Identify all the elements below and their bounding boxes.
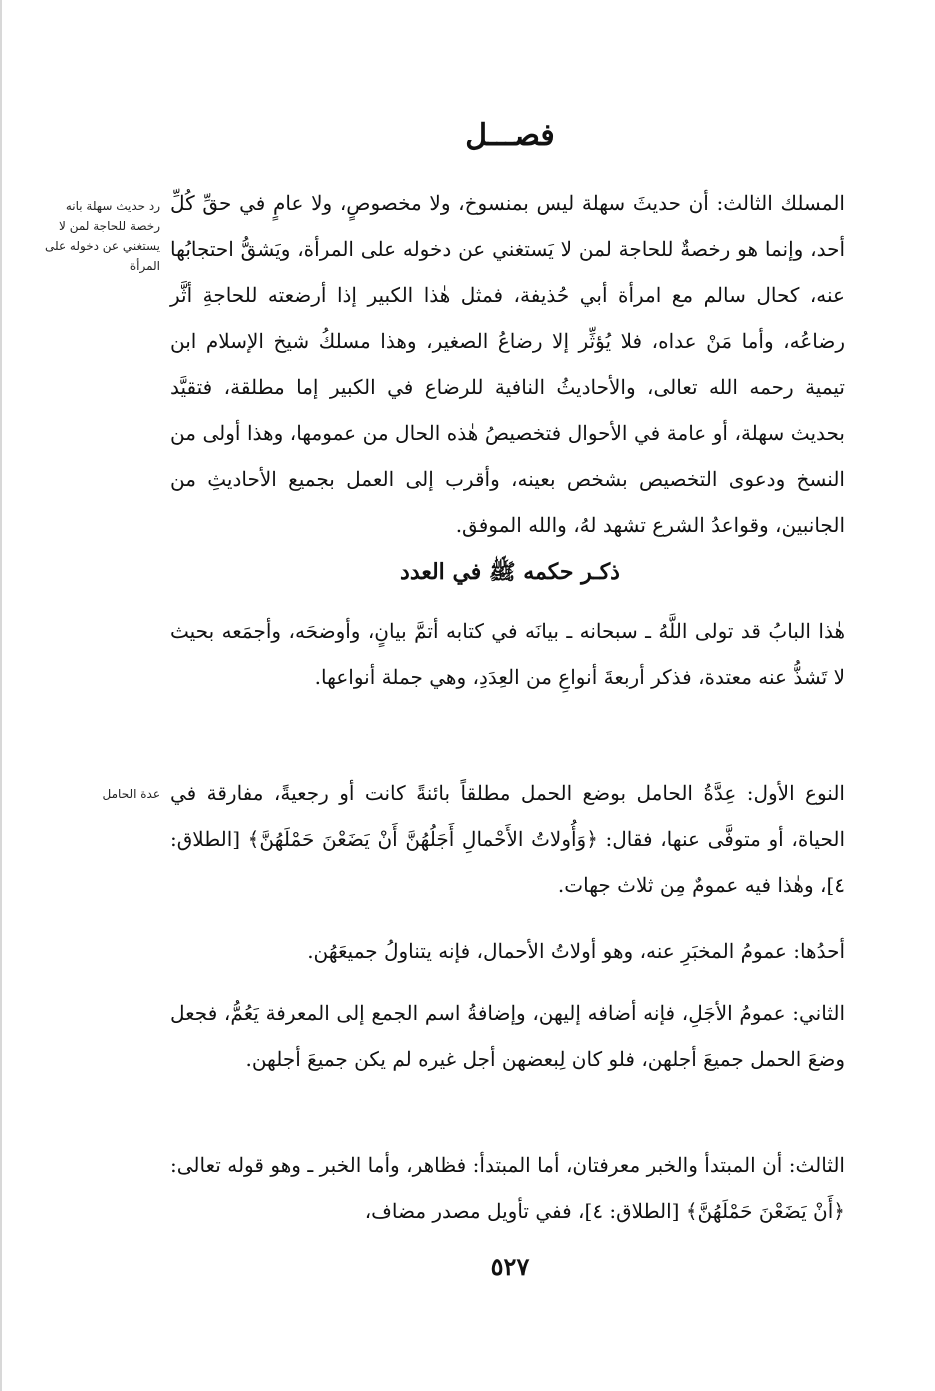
page-edge [0, 0, 2, 1391]
margin-note: عدة الحامل [102, 787, 160, 801]
paragraph-first-type: النوع الأول: عِدَّةُ الحامل بوضع الحمل مطلقاً بائنةً كانت أو رجعيةً، مفارقة في الحياة، أو متوفَّى عنها، فقال: ﴿وَأُولاتُ الأَحْمالِ أَجَلُهُنَّ أَنْ يَضَعْنَ حَمْلَهُنَّ﴾ [الطلاق: ٤]، وهٰذا فيه عمومٌ مِن ثلاث جهات. [170, 781, 845, 897]
paragraph-first-aspect: أحدُها: عمومُ المخبَرِ عنه، وهو أولاتُ الأحمال، فإنه يتناولُ جميعَهُن. [307, 939, 845, 963]
paragraph-intro: هٰذا البابُ قد تولى اللَّهُ ـ سبحانه ـ بيانَه في كتابه أتمَّ بيانٍ، وأوضحَه، وأجمَعه بحيث لا تَشذُّ عنه معتدة، فذكر أربعةَ أنواعِ من العِدَدِ، وهي جملة أنواعها. [170, 619, 845, 689]
margin-note: رد حديث سهلة بانه رخصة للحاجة لمن لا يستغني عن دخوله على المرأة [44, 199, 160, 273]
paragraph-third-approach: المسلك الثالث: أن حديثَ سهلة ليس بمنسوخ، ولا مخصوصٍ، ولا عامٍ في حقِّ كُلِّ أحد، وإنما هو رخصةٌ للحاجة لمن لا يَستغني عن دخوله على المرأة، ويَشقُّ احتجابُها عنه، كحال سالم مع امرأة أبي حُذيفة، فمثل هٰذا الكبير إذا أرضعته للحاجةِ أثَّر رضاعُه، وأما مَنْ عداه، فلا يُؤثِّر إلا رضاعُ الصغير، وهذا مسلكُ شيخ الإسلام ابن تيمية رحمه الله تعالى، والأحاديثُ النافية للرضاع في الكبير إما مطلقة، فتقيَّد بحديث سهلة، أو عامة في الأحوال فتخصيصُ هٰذه الحال من عمومها، وهذا أولى من النسخ ودعوى التخصيص بشخص بعينه، وأقرب إلى العمل بجميع الأحاديثِ من الجانبين، وقواعدُ الشرع تشهد لهُ، والله الموفق. [170, 191, 845, 537]
page-number: ٥٢٧ [490, 1252, 530, 1281]
paragraph-second-aspect: الثاني: عمومُ الأجَلِ، فإنه أضافه إليهن، وإضافةُ اسم الجمع إلى المعرفة يَعُمُّ، فجعل وضعَ الحمل جميعَ أجلهن، فلو كان لِبعضهن أجل غيره لم يكن جميعَ أجلهن. [170, 1001, 845, 1071]
section-title: فصـــل [465, 118, 555, 153]
sub-heading: ذكـر حكمه ﷺ في العدد [400, 559, 620, 585]
paragraph-third-aspect: الثالث: أن المبتدأ والخبر معرفتان، أما المبتدأ: فظاهر، وأما الخبر ـ وهو قوله تعالى: ﴿أَنْ يَضَعْنَ حَمْلَهُنَّ﴾ [الطلاق: ٤]، ففي تأويل مصدر مضاف، [170, 1153, 845, 1223]
